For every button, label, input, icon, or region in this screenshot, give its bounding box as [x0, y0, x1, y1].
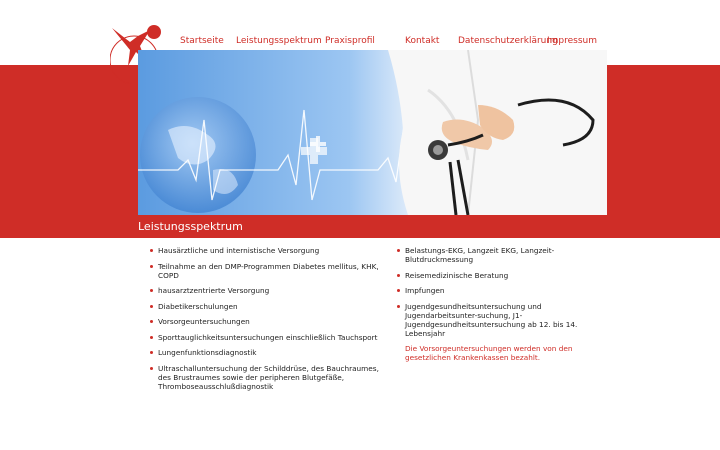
list-item-text: Sporttauglichkeitsuntersuchungen einschließlich Tauchsport [158, 332, 378, 342]
list-item [150, 302, 380, 311]
hero-banner [138, 50, 607, 215]
bullet-icon [150, 336, 153, 339]
list-item [397, 246, 612, 264]
bullet-icon [150, 367, 153, 370]
bullet-icon [150, 351, 153, 354]
list-item [150, 364, 380, 391]
list-item-text: Belastungs-EKG, Langzeit EKG, Langzeit-Blutdruckmessung [405, 246, 555, 264]
nav-startseite[interactable]: Startseite [180, 36, 224, 46]
list-item-text: Hausärztliche und internistische Versorgung [158, 246, 320, 255]
list-item-text: Vorsorgeuntersuchungen [158, 317, 250, 326]
list-item [150, 348, 380, 357]
bullet-icon [397, 289, 400, 292]
bullet-icon [397, 274, 400, 277]
list-item [150, 286, 380, 295]
nav-praxisprofil[interactable]: Praxisprofil [325, 36, 375, 46]
list-item [150, 246, 380, 255]
bullet-icon [150, 289, 153, 292]
globe-graphic [140, 97, 256, 213]
bullet-icon [150, 265, 153, 268]
bullet-icon [150, 305, 153, 308]
bullet-icon [150, 320, 153, 323]
services-left-column [150, 246, 380, 397]
bullet-icon [397, 249, 400, 252]
list-item [397, 286, 612, 295]
list-item [397, 302, 612, 338]
section-title: Leistungsspektrum [138, 220, 243, 233]
nav-datenschutzerklaerung[interactable]: Datenschutzerklärung [458, 36, 558, 46]
list-item-text: Reisemedizinische Beratung [405, 270, 509, 280]
list-item [397, 271, 612, 280]
hero-illustration [138, 50, 607, 215]
list-item-text: Impfungen [405, 286, 445, 295]
nav-leistungsspektrum[interactable]: Leistungsspektrum [236, 36, 322, 46]
insurance-note: Die Vorsorgeuntersuchungen werden von den gesetzlichen Krankenkassen bezahlt. [405, 344, 573, 362]
list-item-text: Ultraschalluntersuchung der Schilddrüse, des Bauchraumes, des Brustraumes sowie der peripheren Blutgefäße, Thromboseausschlußdiagnostik [158, 363, 379, 391]
list-item [150, 262, 380, 280]
list-item-text: Teilnahme an den DMP-Programmen Diabetes mellitus, KHK, COPD [158, 261, 379, 280]
list-item [150, 333, 380, 342]
bullet-icon [150, 249, 153, 252]
list-item [150, 317, 380, 326]
bullet-icon [397, 305, 400, 308]
list-item-text: Jugendgesundheitsuntersuchung und Jugendarbeitsunter-suchung, J1-Jugendgesundheitsuntersuchung ab 12. bis 14. Lebensjahr [405, 301, 578, 338]
nav-kontakt[interactable]: Kontakt [405, 36, 440, 46]
list-item-text: Lungenfunktionsdiagnostik [158, 348, 257, 357]
list-item-text: Diabetikerschulungen [158, 301, 238, 311]
nav-impressum[interactable]: Impressum [547, 36, 598, 46]
list-item-text: hausarztzentrierte Versorgung [158, 286, 270, 295]
services-right-column [397, 246, 612, 362]
